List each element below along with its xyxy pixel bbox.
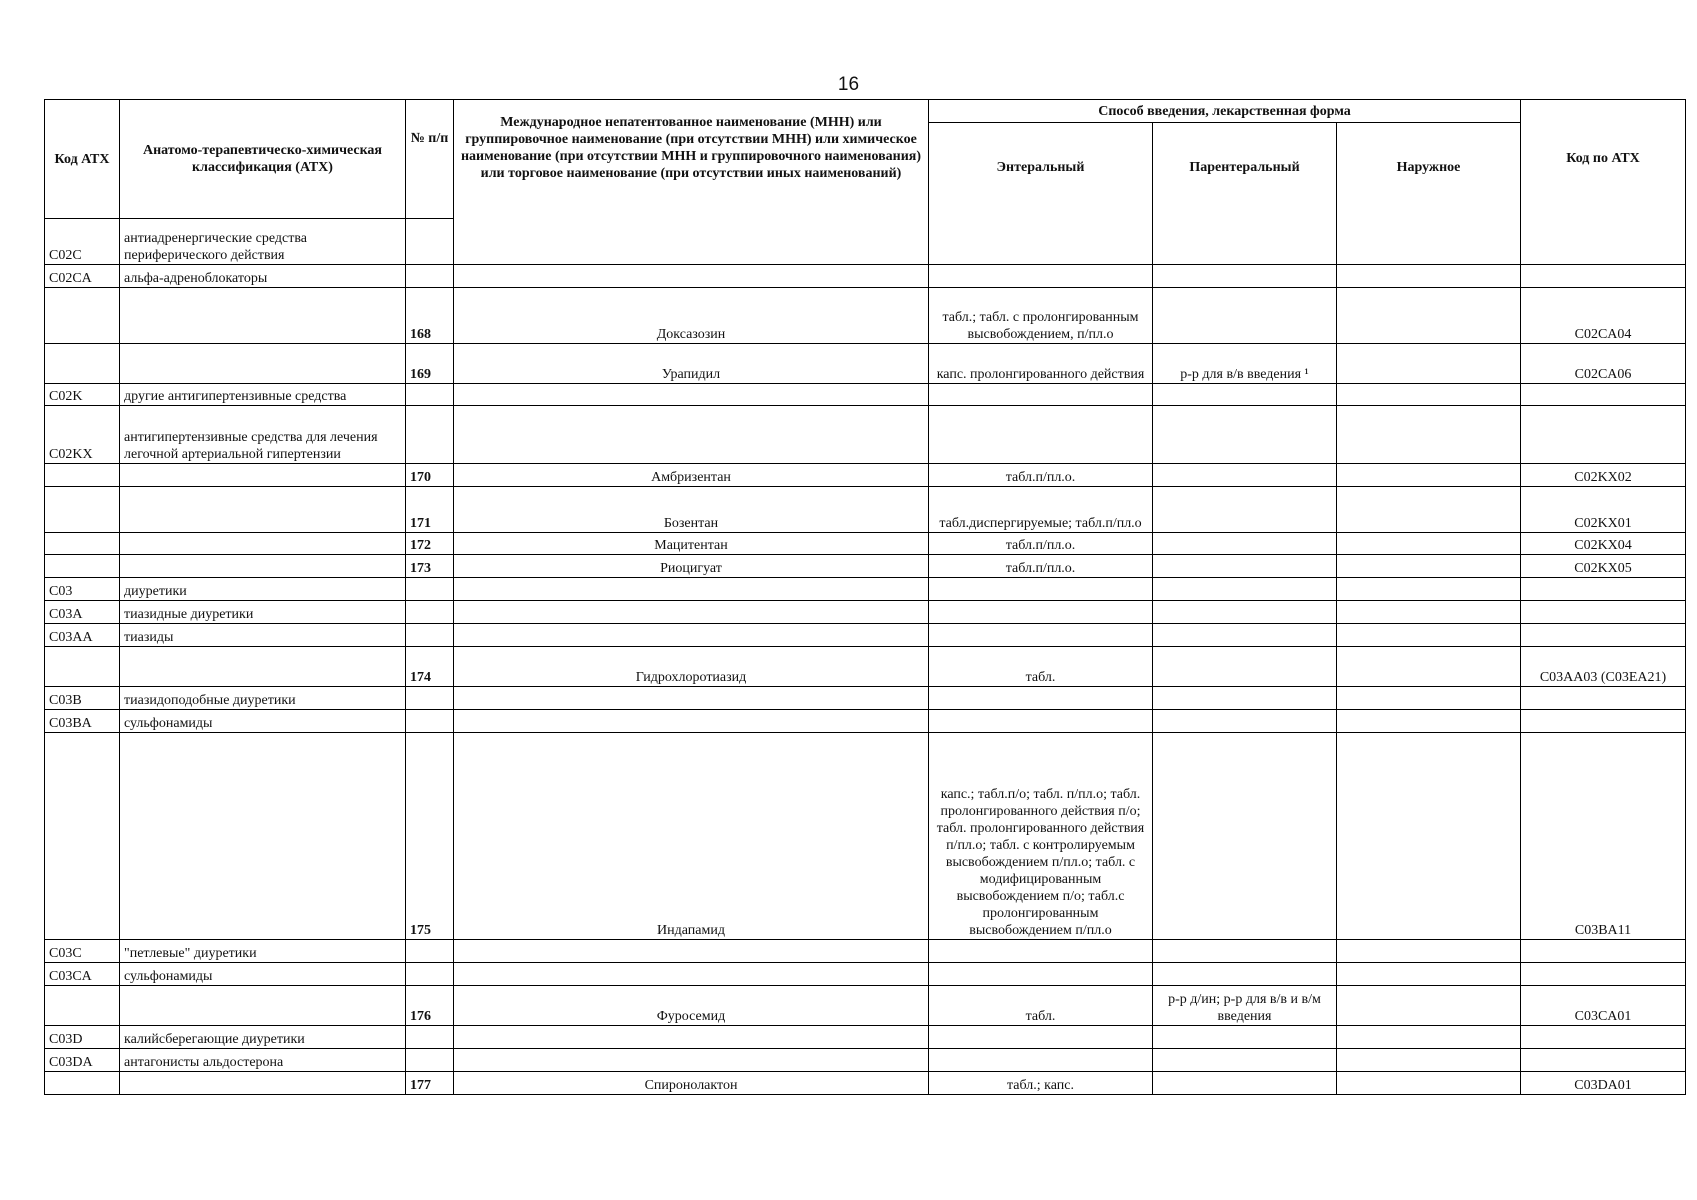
row-classification: тиазиды: [120, 624, 406, 647]
header-inn: Международное непатентованное наименование (МНН) или группировочное наименование (при отсутствии МНН) или химическое наименование (при отсутствии МНН и группировочного наименования) или торговое наименование (при отсутствии иных наименований): [454, 100, 929, 265]
row-atx-code: [1521, 963, 1686, 986]
row-external: [1337, 1049, 1521, 1072]
table-row: [45, 986, 1686, 1026]
row-number: [406, 384, 454, 406]
row-external: [1337, 601, 1521, 624]
table-row: [45, 487, 1686, 533]
row-classification: калийсберегающие диуретики: [120, 1026, 406, 1049]
table-row: [45, 464, 1686, 487]
row-drug-name: [454, 1049, 929, 1072]
drug-table: [44, 99, 1686, 1095]
table-row: [45, 601, 1686, 624]
table-row: [45, 265, 1686, 288]
table-row: [45, 384, 1686, 406]
row-classification: сульфонамиды: [120, 963, 406, 986]
row-number: [406, 624, 454, 647]
row-code: C02K: [45, 384, 120, 406]
row-atx-code: C03BA11: [1521, 733, 1686, 940]
header-classification: Анатомо-терапевтическо-химическая классификация (АТХ): [120, 100, 406, 219]
table-row: [45, 687, 1686, 710]
row-external: [1337, 687, 1521, 710]
row-number: [406, 687, 454, 710]
row-external: [1337, 733, 1521, 940]
row-code: C03CA: [45, 963, 120, 986]
row-atx-code: [1521, 406, 1686, 464]
row-parenteral: [1153, 265, 1337, 288]
row-number: [406, 406, 454, 464]
row-number: 172: [406, 533, 454, 555]
row-atx-code: [1521, 1049, 1686, 1072]
row-atx-code: C02KX05: [1521, 555, 1686, 578]
table-row: [45, 344, 1686, 384]
row-external: [1337, 406, 1521, 464]
row-drug-name: [454, 384, 929, 406]
row-enteral: [929, 265, 1153, 288]
row-number: 171: [406, 487, 454, 533]
header-enteral: Энтеральный: [929, 123, 1153, 265]
row-external: [1337, 1072, 1521, 1095]
table-row: [45, 624, 1686, 647]
row-code: [45, 288, 120, 344]
row-external: [1337, 986, 1521, 1026]
row-atx-code: [1521, 940, 1686, 963]
row-number: [406, 710, 454, 733]
row-external: [1337, 344, 1521, 384]
row-atx-code: C02KX01: [1521, 487, 1686, 533]
row-drug-name: [454, 406, 929, 464]
header-num: № п/п: [406, 100, 454, 219]
row-drug-name: [454, 940, 929, 963]
row-parenteral: [1153, 464, 1337, 487]
row-classification: [120, 464, 406, 487]
row-parenteral: [1153, 963, 1337, 986]
row-drug-name: [454, 578, 929, 601]
row-atx-code: C02CA04: [1521, 288, 1686, 344]
row-drug-name: Риоцигуат: [454, 555, 929, 578]
row-code: [45, 464, 120, 487]
row-enteral: табл.; капс.: [929, 1072, 1153, 1095]
row-number: 174: [406, 647, 454, 687]
header-num-empty: [406, 219, 454, 265]
header-first-code: C02C: [45, 219, 120, 265]
row-code: C03A: [45, 601, 120, 624]
row-classification: [120, 647, 406, 687]
row-drug-name: Гидрохлоротиазид: [454, 647, 929, 687]
row-drug-name: Бозентан: [454, 487, 929, 533]
row-atx-code: [1521, 710, 1686, 733]
row-code: C03D: [45, 1026, 120, 1049]
row-number: [406, 601, 454, 624]
row-atx-code: C02CA06: [1521, 344, 1686, 384]
table-row: [45, 647, 1686, 687]
row-classification: альфа-адреноблокаторы: [120, 265, 406, 288]
row-enteral: табл.: [929, 647, 1153, 687]
row-drug-name: Мацитентан: [454, 533, 929, 555]
row-parenteral: [1153, 406, 1337, 464]
row-drug-name: [454, 265, 929, 288]
row-parenteral: [1153, 533, 1337, 555]
row-parenteral: [1153, 1072, 1337, 1095]
table-row: [45, 288, 1686, 344]
row-drug-name: Спиронолактон: [454, 1072, 929, 1095]
row-atx-code: C02KX04: [1521, 533, 1686, 555]
row-drug-name: Фуросемид: [454, 986, 929, 1026]
row-external: [1337, 384, 1521, 406]
table-row: [45, 733, 1686, 940]
row-classification: сульфонамиды: [120, 710, 406, 733]
row-parenteral: [1153, 940, 1337, 963]
row-code: [45, 647, 120, 687]
row-parenteral: [1153, 1049, 1337, 1072]
row-enteral: капс.; табл.п/о; табл. п/пл.о; табл. пролонгированного действия п/о; табл. пролонгированного действия п/пл.о; табл. с контролируемым высвобождением п/пл.о; табл. с модифицированным высвобождением п/о; табл.с пролонгированным высвобождением п/пл.о: [929, 733, 1153, 940]
row-number: [406, 578, 454, 601]
row-enteral: [929, 710, 1153, 733]
row-number: 175: [406, 733, 454, 940]
row-classification: тиазидные диуретики: [120, 601, 406, 624]
row-atx-code: [1521, 265, 1686, 288]
row-atx-code: [1521, 1026, 1686, 1049]
table-row: [45, 710, 1686, 733]
table-row: [45, 963, 1686, 986]
table-row: [45, 1026, 1686, 1049]
row-classification: [120, 344, 406, 384]
row-code: C03BA: [45, 710, 120, 733]
row-enteral: табл.п/пл.о.: [929, 533, 1153, 555]
row-number: [406, 940, 454, 963]
row-atx-code: [1521, 687, 1686, 710]
row-atx-code: C02KX02: [1521, 464, 1686, 487]
row-code: C03: [45, 578, 120, 601]
row-code: [45, 986, 120, 1026]
row-external: [1337, 265, 1521, 288]
row-atx-code: [1521, 601, 1686, 624]
row-classification: "петлевые" диуретики: [120, 940, 406, 963]
row-atx-code: C03DA01: [1521, 1072, 1686, 1095]
row-classification: [120, 733, 406, 940]
row-number: 170: [406, 464, 454, 487]
row-external: [1337, 647, 1521, 687]
row-drug-name: [454, 687, 929, 710]
row-atx-code: [1521, 384, 1686, 406]
row-enteral: [929, 1026, 1153, 1049]
row-enteral: табл.диспергируемые; табл.п/пл.о: [929, 487, 1153, 533]
row-enteral: [929, 578, 1153, 601]
row-parenteral: р-р д/ин; р-р для в/в и в/м введения: [1153, 986, 1337, 1026]
header-code-atx: Код АТХ: [45, 100, 120, 219]
row-external: [1337, 963, 1521, 986]
row-drug-name: [454, 601, 929, 624]
row-number: [406, 1026, 454, 1049]
row-enteral: [929, 687, 1153, 710]
row-parenteral: [1153, 384, 1337, 406]
row-parenteral: [1153, 1026, 1337, 1049]
row-enteral: [929, 406, 1153, 464]
row-number: 177: [406, 1072, 454, 1095]
row-external: [1337, 624, 1521, 647]
row-classification: [120, 1072, 406, 1095]
row-enteral: капс. пролонгированного действия: [929, 344, 1153, 384]
row-parenteral: [1153, 647, 1337, 687]
row-parenteral: [1153, 624, 1337, 647]
row-external: [1337, 1026, 1521, 1049]
row-parenteral: [1153, 555, 1337, 578]
row-enteral: табл.: [929, 986, 1153, 1026]
row-external: [1337, 464, 1521, 487]
table-row: [45, 533, 1686, 555]
row-drug-name: Доксазозин: [454, 288, 929, 344]
row-enteral: табл.п/пл.о.: [929, 464, 1153, 487]
row-drug-name: [454, 963, 929, 986]
row-code: C03C: [45, 940, 120, 963]
row-parenteral: [1153, 288, 1337, 344]
row-classification: антигипертензивные средства для лечения легочной артериальной гипертензии: [120, 406, 406, 464]
row-parenteral: [1153, 601, 1337, 624]
row-drug-name: Урапидил: [454, 344, 929, 384]
table-row: [45, 940, 1686, 963]
row-code: [45, 344, 120, 384]
row-classification: антагонисты альдостерона: [120, 1049, 406, 1072]
row-atx-code: [1521, 624, 1686, 647]
header-route-group: Способ введения, лекарственная форма: [929, 100, 1521, 123]
row-number: 176: [406, 986, 454, 1026]
row-external: [1337, 710, 1521, 733]
row-enteral: [929, 1049, 1153, 1072]
header-parenteral: Парентеральный: [1153, 123, 1337, 265]
row-classification: [120, 487, 406, 533]
row-parenteral: р-р для в/в введения ¹: [1153, 344, 1337, 384]
row-enteral: [929, 963, 1153, 986]
row-number: 168: [406, 288, 454, 344]
row-drug-name: [454, 710, 929, 733]
row-classification: [120, 986, 406, 1026]
page-number: 16: [837, 74, 860, 95]
table-row: [45, 578, 1686, 601]
row-number: [406, 1049, 454, 1072]
row-parenteral: [1153, 578, 1337, 601]
row-code: C03B: [45, 687, 120, 710]
row-classification: [120, 288, 406, 344]
row-classification: диуретики: [120, 578, 406, 601]
row-code: C02CA: [45, 265, 120, 288]
row-atx-code: C03CA01: [1521, 986, 1686, 1026]
row-external: [1337, 487, 1521, 533]
row-classification: [120, 533, 406, 555]
row-enteral: табл.; табл. с пролонгированным высвобождением, п/пл.о: [929, 288, 1153, 344]
row-enteral: табл.п/пл.о.: [929, 555, 1153, 578]
row-code: [45, 555, 120, 578]
row-code: [45, 1072, 120, 1095]
row-external: [1337, 940, 1521, 963]
row-code: C03DA: [45, 1049, 120, 1072]
row-number: 173: [406, 555, 454, 578]
row-classification: другие антигипертензивные средства: [120, 384, 406, 406]
row-number: [406, 265, 454, 288]
row-drug-name: [454, 1026, 929, 1049]
table-row: [45, 406, 1686, 464]
row-code: C03AA: [45, 624, 120, 647]
row-number: [406, 963, 454, 986]
row-enteral: [929, 940, 1153, 963]
header-atx-code: Код по АТХ: [1521, 100, 1686, 265]
row-external: [1337, 578, 1521, 601]
row-number: 169: [406, 344, 454, 384]
row-code: [45, 733, 120, 940]
table-row: [45, 1072, 1686, 1095]
row-atx-code: [1521, 578, 1686, 601]
row-enteral: [929, 384, 1153, 406]
row-parenteral: [1153, 487, 1337, 533]
row-parenteral: [1153, 733, 1337, 940]
row-classification: тиазидоподобные диуретики: [120, 687, 406, 710]
row-external: [1337, 533, 1521, 555]
row-atx-code: C03AA03 (C03EA21): [1521, 647, 1686, 687]
row-drug-name: [454, 624, 929, 647]
row-code: [45, 487, 120, 533]
row-external: [1337, 555, 1521, 578]
row-parenteral: [1153, 710, 1337, 733]
row-parenteral: [1153, 687, 1337, 710]
row-enteral: [929, 601, 1153, 624]
row-code: C02KX: [45, 406, 120, 464]
row-code: [45, 533, 120, 555]
row-classification: [120, 555, 406, 578]
header-external: Наружное: [1337, 123, 1521, 265]
row-drug-name: Индапамид: [454, 733, 929, 940]
row-enteral: [929, 624, 1153, 647]
row-external: [1337, 288, 1521, 344]
table-row: [45, 555, 1686, 578]
row-drug-name: Амбризентан: [454, 464, 929, 487]
table-row: [45, 1049, 1686, 1072]
header-first-class: антиадренергические средства периферического действия: [120, 219, 406, 265]
